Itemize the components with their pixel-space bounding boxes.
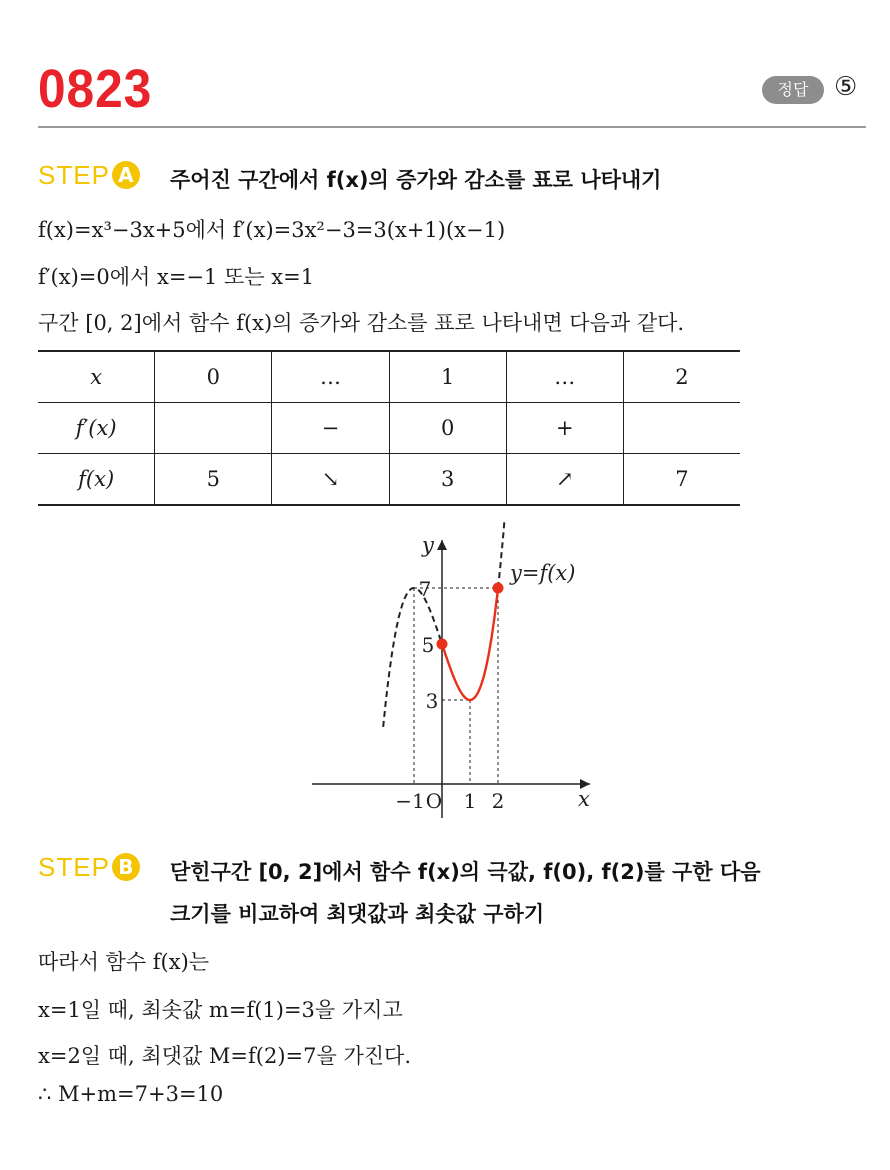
table-cell: f(x) [38,454,155,506]
maximum-line: x=2일 때, 최댓값 M=f(2)=7을 가진다. [38,1044,411,1068]
y-axis-arrow [437,540,447,550]
table-cell: ↗ [506,454,623,506]
table-cell: … [272,351,389,403]
table-cell: 2 [623,351,740,403]
step-a-badge: A [112,161,140,189]
step-a-label: STEP [38,160,110,190]
table-cell: 0 [389,403,506,454]
problem-number: 0823 [38,59,153,119]
table-cell: 7 [623,454,740,506]
table-cell: 1 [389,351,506,403]
y-tick-label: 3 [425,689,439,713]
table-cell: … [506,351,623,403]
endpoint-marker [493,583,504,594]
table-cell: + [506,403,623,454]
x-tick-label: 2 [491,789,505,813]
table-cell: ↘ [272,454,389,506]
origin-label: O [425,789,443,813]
step-a-title: 주어진 구간에서 f(x)의 증가와 감소를 표로 나타내기 [170,168,662,192]
conclusion-intro-line: 따라서 함수 f(x)는 [38,950,210,974]
table-cell: − [272,403,389,454]
x-tick-label: 1 [463,789,477,813]
curve-right-dashed [498,521,504,588]
step-b-title-line1: 닫힌구간 [0, 2]에서 함수 f(x)의 극값, f(0), f(2)를 구한 다음 [170,860,761,884]
step-b-label: STEP [38,852,110,882]
final-answer-line: ∴ M+m=7+3=10 [38,1082,224,1106]
answer-badge: 정답 [762,76,824,104]
step-b-title-line2: 크기를 비교하여 최댓값과 최솟값 구하기 [170,902,545,926]
table-cell: x [38,351,155,403]
curve-label: y=f(x) [510,561,576,585]
table-cell: f′(x) [38,403,155,454]
derivative-line: f(x)=x³−3x+5에서 f′(x)=3x²−3=3(x+1)(x−1) [38,218,506,242]
step-b-heading [38,852,140,883]
endpoint-marker [437,639,448,650]
y-axis-label: y [422,533,434,557]
table-intro-line: 구간 [0, 2]에서 함수 f(x)의 증가와 감소를 표로 나타내면 다음과 같다. [38,311,685,335]
step-b-badge: B [112,853,140,881]
y-tick-label: 7 [418,577,432,601]
y-tick-label: 5 [421,633,435,657]
table-cell: 5 [155,454,272,506]
table-cell: 3 [389,454,506,506]
table-cell: 0 [155,351,272,403]
minimum-line: x=1일 때, 최솟값 m=f(1)=3을 가지고 [38,998,403,1022]
x-tick-label: −1 [395,789,425,813]
x-axis-label: x [578,787,590,811]
answer-value: ⑤ [834,72,858,102]
critical-points-line: f′(x)=0에서 x=−1 또는 x=1 [38,265,315,289]
curve-highlight [442,588,498,700]
